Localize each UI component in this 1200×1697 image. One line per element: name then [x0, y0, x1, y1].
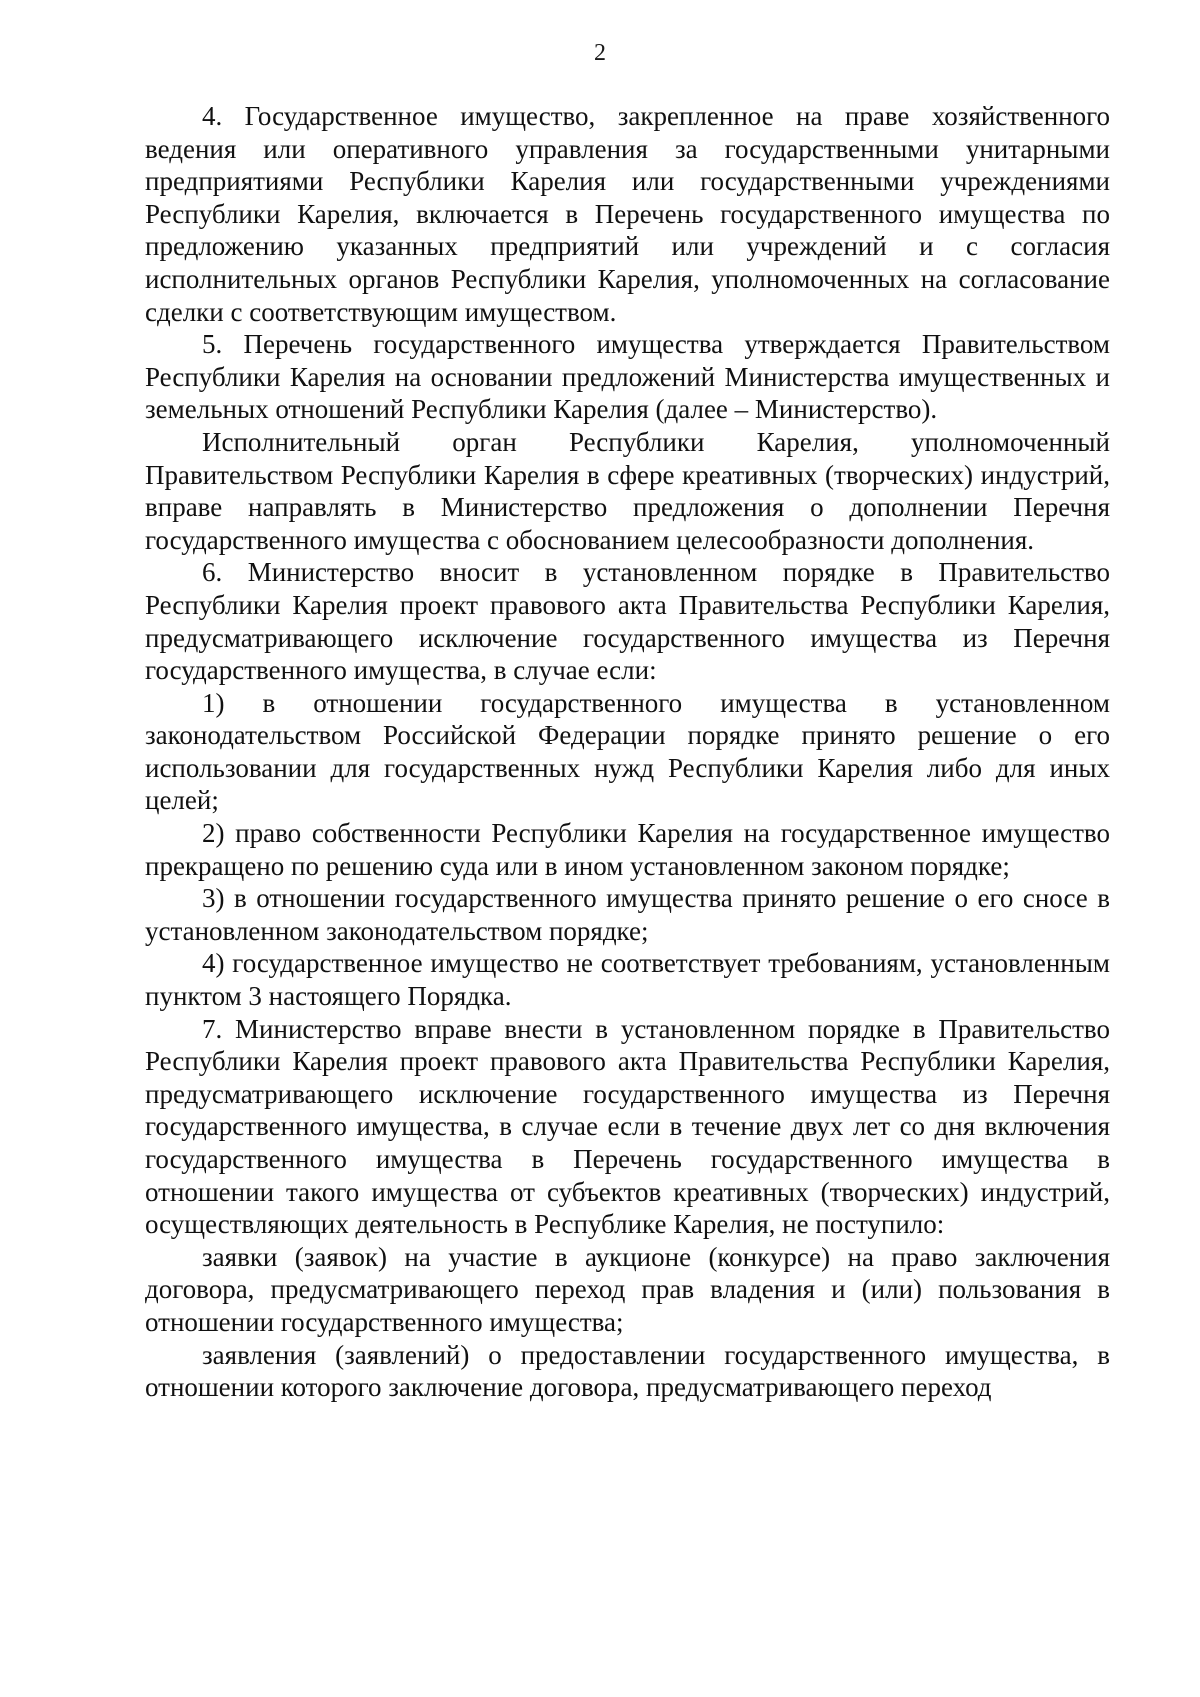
- paragraph-6-item-3: 3) в отношении государственного имущества принято решение о его сносе в установленном законодательством порядке;: [145, 883, 1110, 946]
- paragraph-7-item-application: заявки (заявок) на участие в аукционе (конкурсе) на право заключения договора, предусматривающего переход прав владения и (или) пользования в отношении государственного имущества;: [145, 1241, 1110, 1337]
- document-body: [145, 100, 1110, 1404]
- paragraph-6-item-2: 2) право собственности Республики Карелия на государственное имущество прекращено по решению суда или в ином установленном законом порядке;: [145, 818, 1110, 881]
- page-number: 2: [594, 40, 606, 66]
- paragraph-6-item-1: 1) в отношении государственного имущества в установленном законодательством Российской Федерации порядке принято решение о его использовании для государственных нужд Республики Карелия либо для иных целей;: [145, 687, 1110, 816]
- paragraph-6: 6. Министерство вносит в установленном порядке в Правительство Республики Карелия проект правового акта Правительства Республики Карелия, предусматривающего исключение государственного имущества из Перечня государственного имущества, в случае если:: [145, 557, 1110, 686]
- paragraph-5: 5. Перечень государственного имущества утверждается Правительством Республики Карелия на основании предложений Министерства имущественных и земельных отношений Республики Карелия (далее – Министерство).: [145, 329, 1110, 425]
- paragraph-7-item-statement: заявления (заявлений) о предоставлении государственного имущества, в отношении которого заключение договора, предусматривающего переход: [145, 1339, 1110, 1403]
- paragraph-6-item-4: 4) государственное имущество не соответствует требованиям, установленным пунктом 3 настоящего Порядка.: [145, 948, 1110, 1012]
- paragraph-4: 4. Государственное имущество, закрепленное на праве хозяйственного ведения или оперативного управления за государственными унитарными предприятиями Республики Карелия или государственными учреждениями Республики Карелия, включается в Перечень государственного имущества по предложению указанных предприятий или учреждений и с согласия исполнительных органов Республики Карелия, уполномоченных на согласование сделки с соответствующим имуществом.: [145, 101, 1110, 327]
- paragraph-7: 7. Министерство вправе внести в установленном порядке в Правительство Республики Карелия проект правового акта Правительства Республики Карелия, предусматривающего исключение государственного имущества из Перечня государственного имущества, в случае если в течение двух лет со дня включения государственного имущества в Перечень государственного имущества в отношении такого имущества от субъектов креативных (творческих) индустрий, осуществляющих деятельность в Республике Карелия, не поступило:: [145, 1013, 1110, 1240]
- paragraph-5-continued: Исполнительный орган Республики Карелия, уполномоченный Правительством Республики Карелия в сфере креативных (творческих) индустрий, вправе направлять в Министерство предложения о дополнении Перечня государственного имущества с обоснованием целесообразности дополнения.: [145, 426, 1110, 555]
